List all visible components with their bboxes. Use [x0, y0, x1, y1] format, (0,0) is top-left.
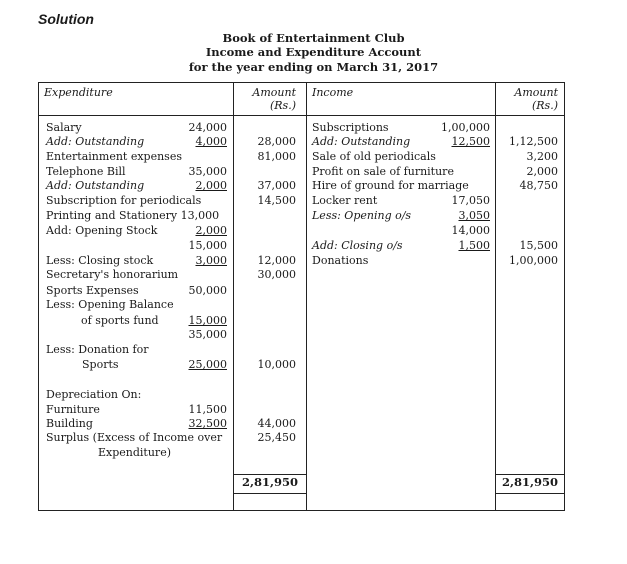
amt-furniture: 11,500: [188, 403, 227, 416]
amt-less-opening: 3,050: [458, 209, 490, 222]
amount-header-right: Amount: [514, 86, 558, 99]
exp-salary: Salary: [46, 121, 82, 134]
exp-sports-fund: of sports fund: [81, 314, 159, 327]
col-old-periodicals: 3,200: [526, 150, 558, 163]
col-hire-ground: 48,750: [519, 179, 558, 192]
inc-less-opening: Less: Opening o/s: [312, 209, 412, 222]
exp-less-opening: Less: Opening Balance: [46, 298, 174, 311]
col-salary-total: 28,000: [257, 135, 296, 148]
col-honorarium: 30,000: [257, 268, 296, 281]
amt-locker-sub: 14,000: [451, 224, 490, 237]
amt-closing-stock: 3,000: [195, 254, 227, 267]
col-sports-total: 10,000: [257, 358, 296, 371]
inc-locker-rent: Locker rent: [312, 194, 378, 207]
exp-surplus: Surplus (Excess of Income over: [46, 431, 223, 444]
col-stock-total: 12,000: [257, 254, 296, 267]
amt-add-closing: 1,500: [458, 239, 490, 252]
amt-building: 32,500: [188, 417, 227, 430]
header-row-divider: [38, 115, 565, 116]
amt-sports-sub: 35,000: [188, 328, 227, 341]
col-divider: [306, 82, 307, 511]
inc-old-periodicals: Sale of old periodicals: [312, 150, 436, 163]
amt-salary: 24,000: [188, 121, 227, 134]
col-surplus: 25,450: [257, 431, 296, 444]
exp-opening-stock: Add: Opening Stock: [46, 224, 158, 237]
amt-subscriptions: 1,00,000: [441, 121, 490, 134]
amt-sports2: 25,000: [188, 358, 227, 371]
col-subscription-periodicals: 14,500: [257, 194, 296, 207]
exp-telephone-outstanding: Add: Outstanding: [46, 179, 145, 192]
expenditure-total: 2,81,950: [233, 474, 307, 494]
amt-tel-outstanding: 2,000: [195, 179, 227, 192]
inc-donations: Donations: [312, 254, 369, 267]
exp-salary-outstanding: Add: Outstanding: [46, 135, 145, 148]
exp-depreciation: Depreciation On:: [46, 388, 142, 401]
account-title-line3: for the year ending on March 31, 2017: [188, 60, 439, 74]
solution-heading: Solution: [38, 11, 94, 27]
exp-honorarium: Secretary's honorarium: [46, 268, 179, 281]
exp-building: Building: [46, 417, 93, 430]
amt-stock-sub: 15,000: [188, 239, 227, 252]
col-subscription-total: 1,12,500: [509, 135, 558, 148]
amt-sub-outstanding: 12,500: [451, 135, 490, 148]
income-total: 2,81,950: [495, 474, 565, 494]
exp-subscription-periodicals: Subscription for periodicals: [46, 194, 202, 207]
exp-sports2: Sports: [82, 358, 119, 371]
amt-salary-outstanding: 4,000: [195, 135, 227, 148]
exp-less-donation: Less: Donation for: [46, 343, 149, 356]
inc-add-closing: Add: Closing o/s: [312, 239, 403, 252]
account-title-line2: Income and Expenditure Account: [205, 45, 422, 59]
expenditure-header: Expenditure: [44, 86, 113, 99]
rs-header-right: (Rs.): [531, 99, 558, 112]
col-profit-furniture: 2,000: [526, 165, 558, 178]
col-depreciation-total: 44,000: [257, 417, 296, 430]
inc-profit-furniture: Profit on sale of furniture: [312, 165, 454, 178]
amt-locker-rent: 17,050: [451, 194, 490, 207]
exp-entertainment: Entertainment expenses: [46, 150, 182, 163]
exp-telephone: Telephone Bill: [46, 165, 126, 178]
col-telephone-total: 37,000: [257, 179, 296, 192]
account-title-line1: Book of Entertainment Club: [222, 31, 405, 45]
exp-furniture: Furniture: [46, 403, 100, 416]
amt-sports-fund: 15,000: [188, 314, 227, 327]
amount-header-left: Amount: [252, 86, 296, 99]
inc-sub-outstanding: Add: Outstanding: [312, 135, 411, 148]
inc-subscriptions: Subscriptions: [312, 121, 389, 134]
exp-sports: Sports Expenses: [46, 284, 139, 297]
exp-printing: Printing and Stationery 13,000: [46, 209, 220, 222]
exp-closing-stock: Less: Closing stock: [46, 254, 154, 267]
amt-sports: 50,000: [188, 284, 227, 297]
exp-surplus-line2: Expenditure): [98, 446, 171, 459]
col-entertainment: 81,000: [257, 150, 296, 163]
income-header: Income: [312, 86, 354, 99]
inc-hire-ground: Hire of ground for marriage: [312, 179, 469, 192]
amt-opening-stock: 2,000: [195, 224, 227, 237]
col-locker-total: 15,500: [519, 239, 558, 252]
rs-header-left: (Rs.): [269, 99, 296, 112]
col-donations: 1,00,000: [509, 254, 558, 267]
amt-telephone: 35,000: [188, 165, 227, 178]
